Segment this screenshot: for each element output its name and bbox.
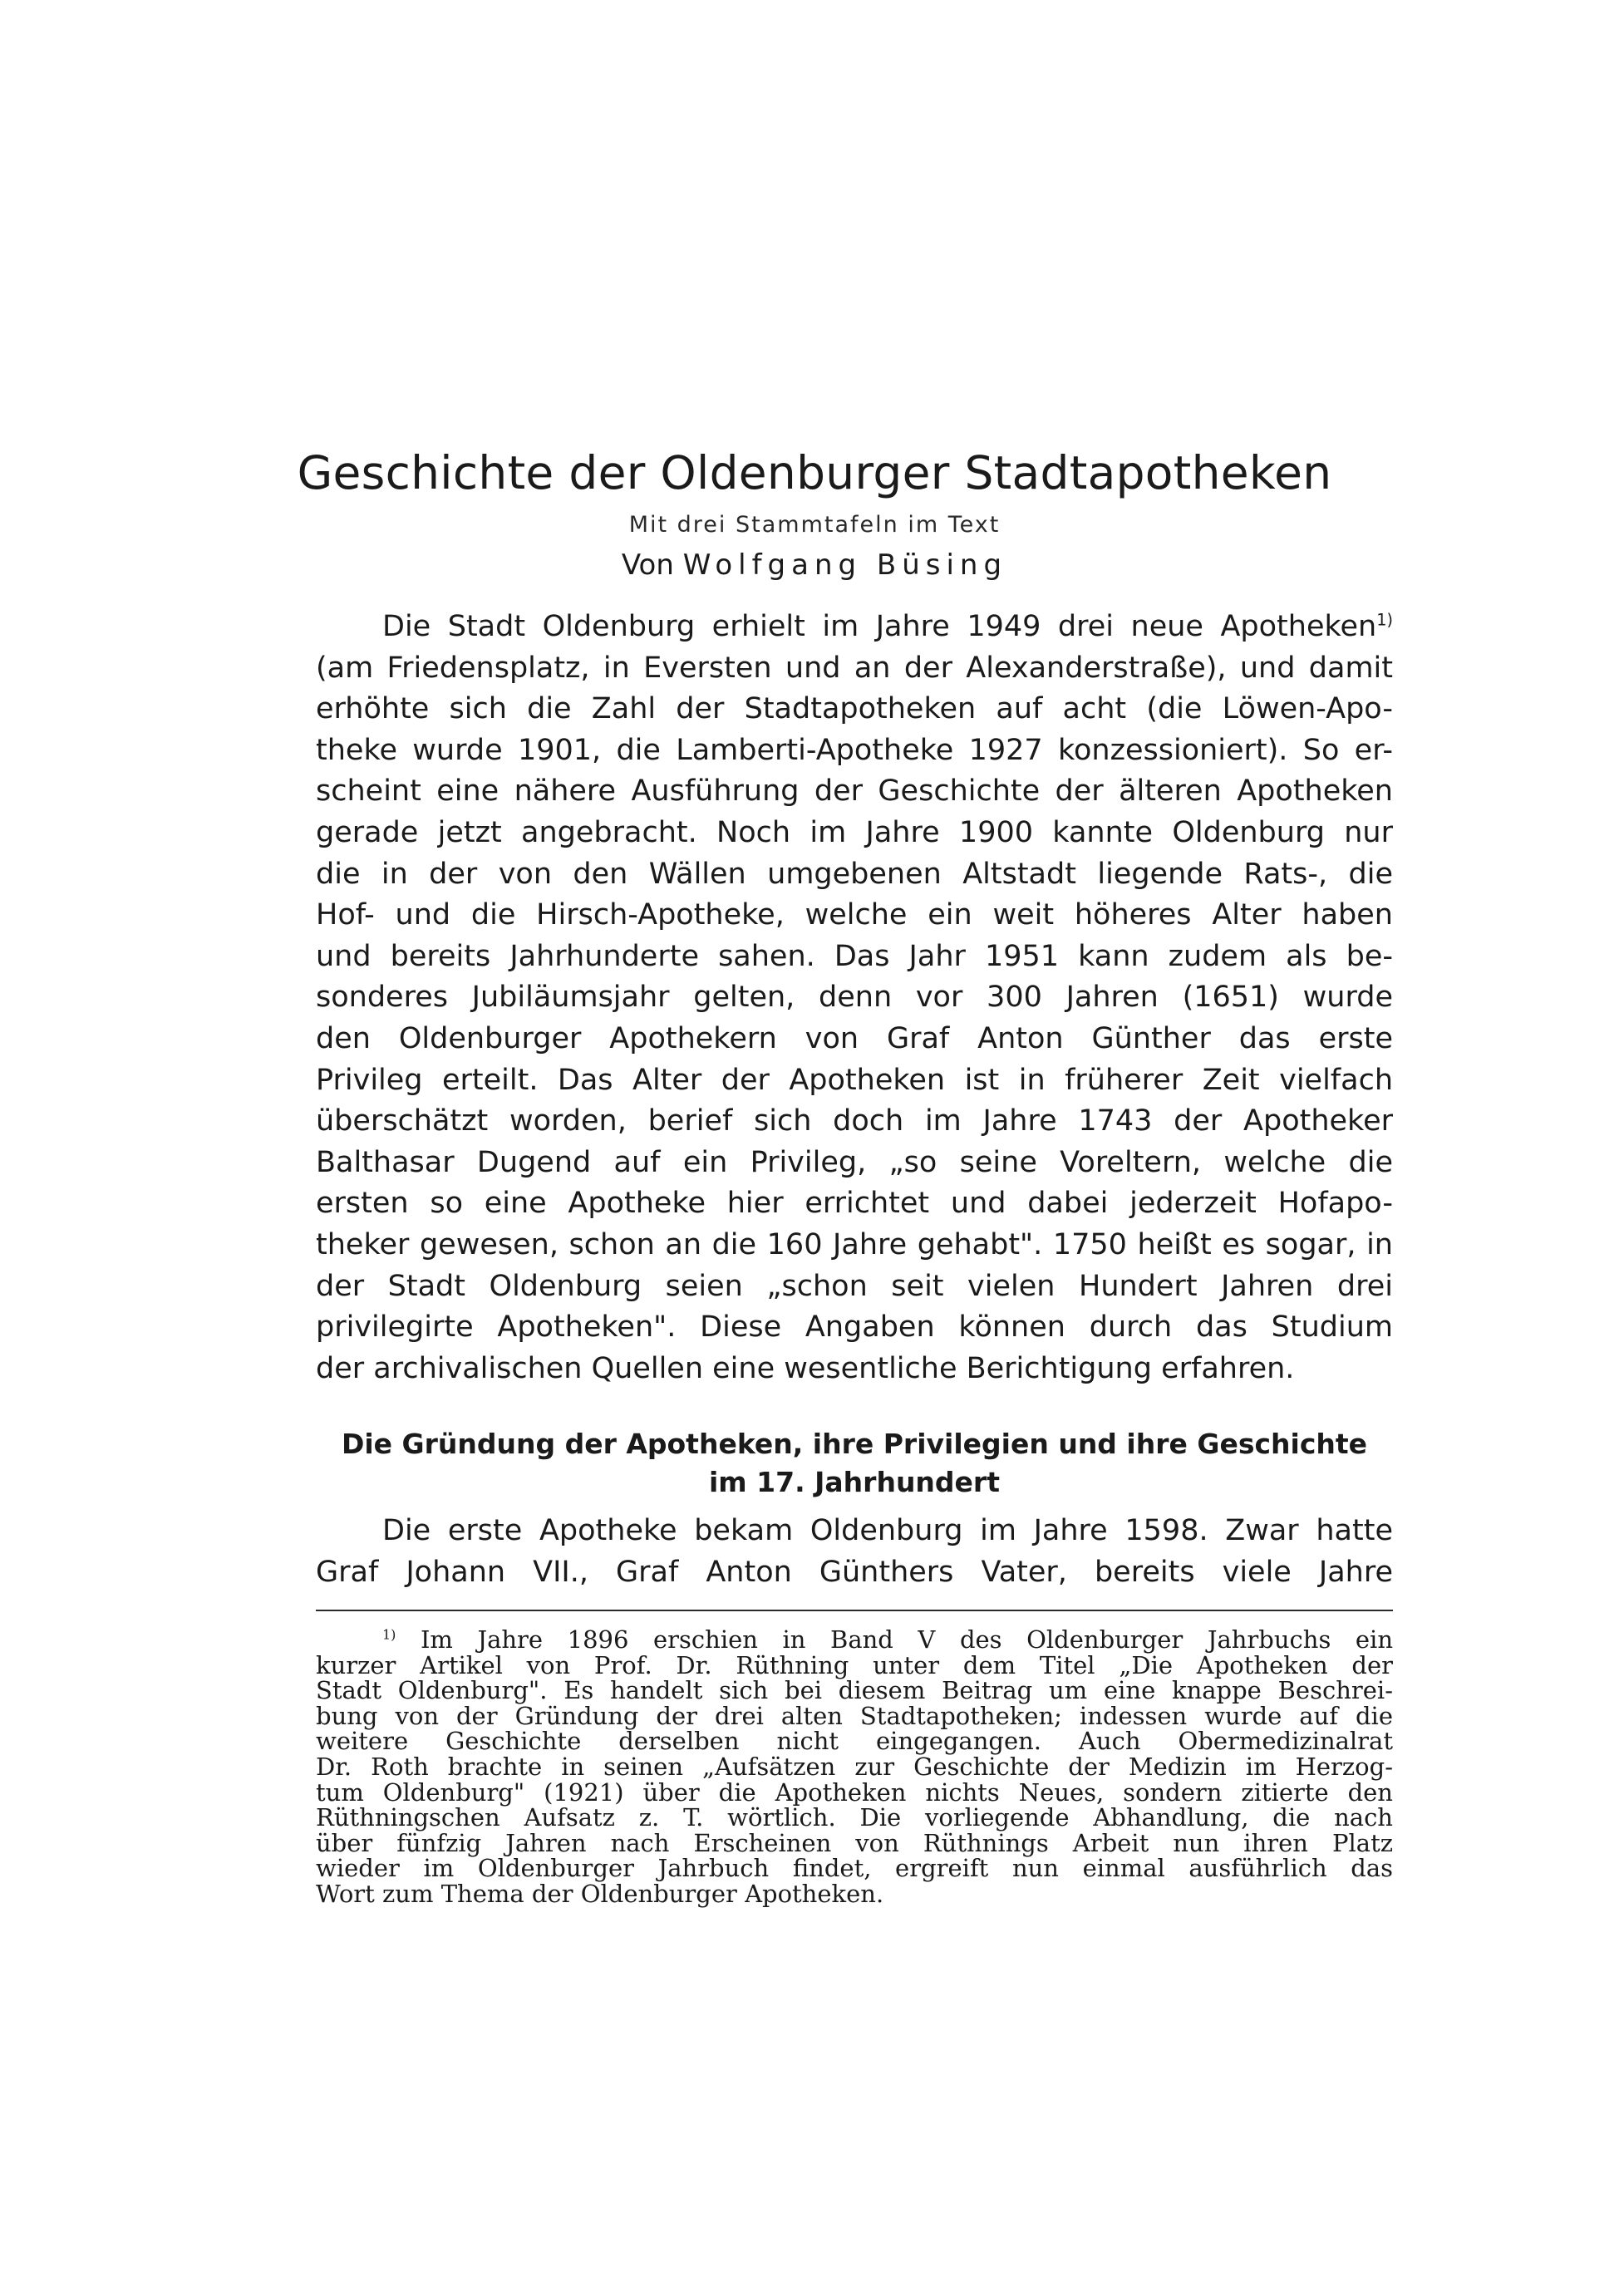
paragraph-line: und bereits Jahrhunderte sahen. Das Jahr 1951 kann zudem als be-	[316, 939, 1393, 973]
author-name: Wolfgang Büsing	[682, 548, 1008, 582]
paragraph-line: den Oldenburger Apothekern von Graf Anton Günther das erste	[316, 1021, 1393, 1055]
intro-paragraph	[316, 607, 1393, 1389]
footnote-line: $^{1)}$ Im Jahre 1896 erschien in Band V des Oldenburger Jahrbuchs ein	[382, 1625, 1394, 1654]
footnote-line: Stadt Oldenburg". Es handelt sich bei diesem Beitrag um eine knappe Beschrei-	[316, 1676, 1393, 1705]
footnote-line: Rüthningschen Aufsatz z. T. wörtlich. Die vorliegende Abhandlung, die nach	[316, 1803, 1393, 1832]
footnote-divider	[316, 1610, 1393, 1611]
paragraph-line: Die Stadt Oldenburg erhielt im Jahre 1949 drei neue Apotheken$^{1)}$	[382, 610, 1393, 643]
paragraph-line: Privileg erteilt. Das Alter der Apotheken ist in früherer Zeit vielfach	[316, 1063, 1393, 1097]
article-subtitle: Mit drei Stammtafeln im Text	[628, 512, 1001, 538]
paragraph-line: Balthasar Dugend auf ein Privileg, „so seine Voreltern, welche die	[316, 1145, 1393, 1179]
article-title: Geschichte der Oldenburger Stadtapotheken	[297, 446, 1332, 499]
section-heading	[316, 1425, 1393, 1502]
author-line	[274, 548, 1355, 582]
paragraph-line: erhöhte sich die Zahl der Stadtapotheken auf acht (die Löwen-Apo-	[316, 692, 1393, 726]
section-paragraph	[316, 1511, 1393, 1593]
paragraph-line: der Stadt Oldenburg seien „schon seit vielen Hundert Jahren drei	[316, 1269, 1393, 1303]
paragraph-line: Die erste Apotheke bekam Oldenburg im Jahre 1598. Zwar hatte	[382, 1514, 1393, 1547]
paragraph-line: sonderes Jubiläumsjahr gelten, denn vor 300 Jahren (1651) wurde	[316, 981, 1393, 1015]
paragraph-line: Hof- und die Hirsch-Apotheke, welche ein weit höheres Alter haben	[316, 898, 1393, 932]
footnote-line: Dr. Roth brachte in seinen „Aufsätzen zur Geschichte der Medizin im Herzog-	[316, 1752, 1393, 1781]
section-heading-line: im 17. Jahrhundert	[709, 1466, 1000, 1498]
footnote-line: über fünfzig Jahren nach Erscheinen von Rüthnings Arbeit nun ihren Platz	[316, 1828, 1393, 1857]
footnote-line: bung von der Gründung der drei alten Stadtapotheken; indessen wurde auf die	[316, 1701, 1393, 1730]
footnote	[316, 1627, 1393, 1907]
paragraph-line: scheint eine nähere Ausführung der Geschichte der älteren Apotheken	[316, 774, 1393, 809]
footnote-line: Wort zum Thema der Oldenburger Apotheken.	[316, 1879, 884, 1908]
paragraph-line: (am Friedensplatz, in Eversten und an der Alexanderstraße), und damit	[316, 651, 1393, 685]
paragraph-line: gerade jetzt angebracht. Noch im Jahre 1900 kannte Oldenburg nur	[316, 815, 1393, 849]
paragraph-line: theker gewesen, schon an die 160 Jahre gehabt". 1750 heißt es sogar, in	[316, 1227, 1393, 1261]
footnote-line: weitere Geschichte derselben nicht eingegangen. Auch Obermedizinalrat	[316, 1727, 1393, 1756]
paragraph-line: die in der von den Wällen umgebenen Altstadt liegende Rats-, die	[316, 857, 1393, 891]
paragraph-line: der archivalischen Quellen eine wesentliche Berichtigung erfahren.	[316, 1351, 1295, 1385]
paragraph-line: Graf Johann VII., Graf Anton Günthers Vater, bereits viele Jahre	[316, 1555, 1393, 1589]
footnote-reference[interactable]: 1)	[1376, 610, 1393, 630]
footnote-marker: 1)	[382, 1626, 396, 1643]
footnote-line: tum Oldenburg" (1921) über die Apotheken nichts Neues, sondern zitierte den	[316, 1777, 1393, 1807]
paragraph-line: theke wurde 1901, die Lamberti-Apotheke 1927 konzessioniert). So er-	[316, 733, 1393, 767]
paragraph-line: ersten so eine Apotheke hier errichtet und dabei jederzeit Hofapo-	[316, 1187, 1393, 1221]
section-heading-line: Die Gründung der Apotheken, ihre Privilegien und ihre Geschichte	[341, 1428, 1368, 1460]
footnote-line: kurzer Artikel von Prof. Dr. Rüthning unter dem Titel „Die Apotheken der	[316, 1650, 1393, 1679]
author-prefix: Von	[621, 548, 674, 582]
paragraph-line: überschätzt worden, berief sich doch im Jahre 1743 der Apotheker	[316, 1104, 1393, 1138]
paragraph-line: privilegirte Apotheken". Diese Angaben können durch das Studium	[316, 1310, 1393, 1345]
footnote-line: wieder im Oldenburger Jahrbuch findet, ergreift nun einmal ausführlich das	[316, 1854, 1393, 1883]
